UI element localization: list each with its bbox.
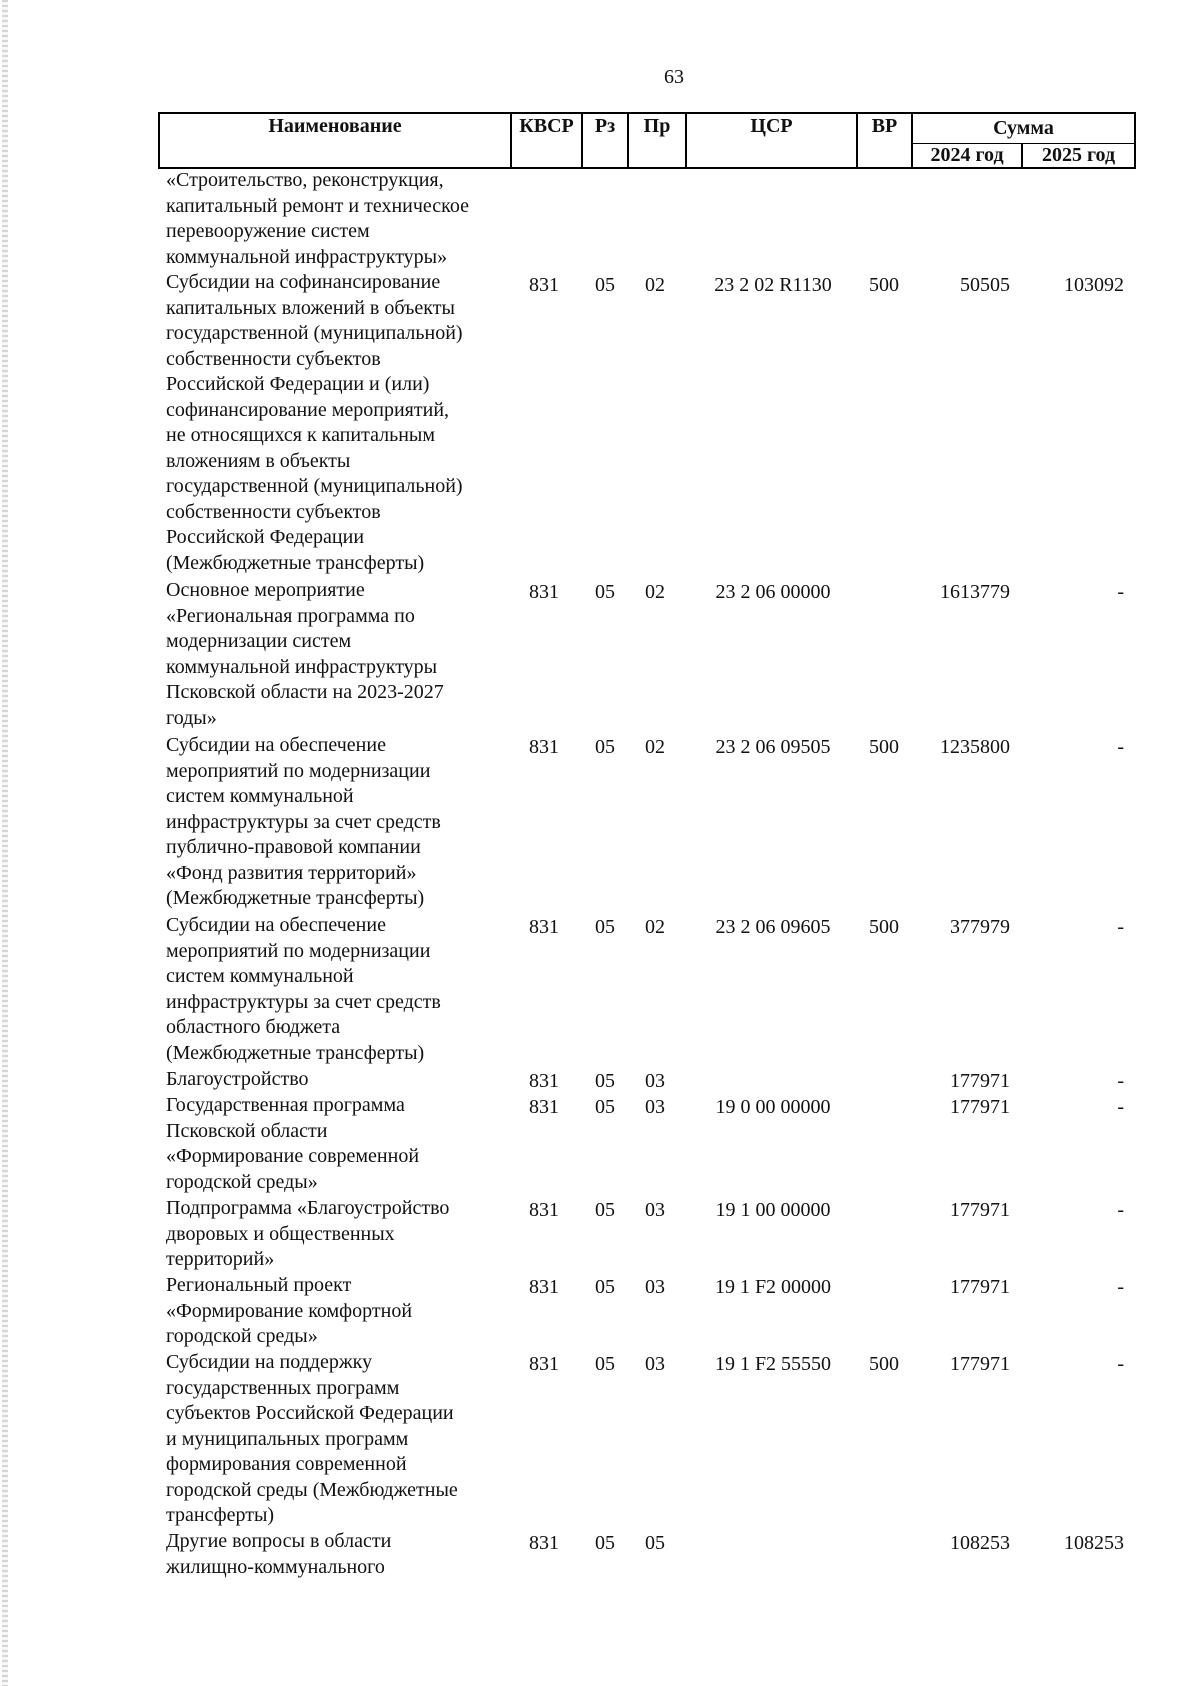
row-rz: 05 — [595, 1276, 615, 1298]
row-sum-2025: - — [1117, 1276, 1124, 1298]
row-pr: 02 — [645, 581, 665, 603]
row-sum-2025: 103092 — [1064, 274, 1124, 296]
row-csr: 19 0 00 00000 — [715, 1096, 831, 1118]
row-name: «Строительство, реконструкция, капитальный ремонт и техническое перевооружение систем коммунальной инфраструктуры» — [166, 169, 469, 268]
header-sum: Сумма — [993, 117, 1054, 139]
header-year-2024: 2024 год — [930, 144, 1004, 166]
header-pr: Пр — [643, 115, 671, 137]
row-pr: 03 — [645, 1070, 665, 1092]
row-name: Субсидии на поддержку государственных программ субъектов Российской Федерации и муниципальных программ формирования современной городской среды (Межбюджетные трансферты) — [166, 1351, 458, 1526]
row-rz: 05 — [595, 1070, 615, 1092]
row-rz: 05 — [595, 1532, 615, 1554]
row-sum-2024: 108253 — [950, 1532, 1010, 1554]
row-csr: 23 2 06 09505 — [715, 736, 831, 758]
row-kvsr: 831 — [529, 736, 559, 758]
row-sum-2024: 1235800 — [940, 736, 1010, 758]
scanned-page-edge — [2, 0, 8, 1686]
row-pr: 03 — [645, 1199, 665, 1221]
row-sum-2025: - — [1117, 1353, 1124, 1375]
row-csr: 19 1 F2 00000 — [714, 1276, 832, 1298]
row-sum-2024: 377979 — [950, 916, 1010, 938]
row-csr: 23 2 06 09605 — [715, 916, 831, 938]
row-sum-2024: 177971 — [950, 1070, 1010, 1092]
row-rz: 05 — [595, 581, 615, 603]
row-sum-2024: 177971 — [950, 1276, 1010, 1298]
row-sum-2025: - — [1117, 736, 1124, 758]
row-kvsr: 831 — [529, 1532, 559, 1554]
row-pr: 03 — [645, 1096, 665, 1118]
row-pr: 03 — [645, 1353, 665, 1375]
row-name: Субсидии на обеспечение мероприятий по модернизации систем коммунальной инфраструктуры за счет средств публично-правовой компании «Фонд развития территорий» (Межбюджетные трансферты) — [166, 734, 441, 909]
header-name: Наименование — [268, 115, 402, 137]
row-name: Подпрограмма «Благоустройство дворовых и общественных территорий» — [166, 1197, 450, 1270]
row-rz: 05 — [595, 1096, 615, 1118]
row-pr: 02 — [645, 274, 665, 296]
row-kvsr: 831 — [529, 1353, 559, 1375]
header-kvsr: КВСР — [519, 115, 574, 137]
row-sum-2024: 177971 — [950, 1096, 1010, 1118]
row-name: Основное мероприятие «Региональная программа по модернизации систем коммунальной инфраструктуры Псковской области на 2023-2027 годы» — [166, 579, 444, 729]
row-sum-2025: - — [1117, 1070, 1124, 1092]
row-sum-2025: - — [1117, 916, 1124, 938]
row-vr: 500 — [869, 916, 899, 938]
row-name: Государственная программа Псковской области «Формирование современной городской среды» — [166, 1094, 420, 1193]
row-kvsr: 831 — [529, 916, 559, 938]
row-kvsr: 831 — [529, 1096, 559, 1118]
row-rz: 05 — [595, 1353, 615, 1375]
header-year-2025: 2025 год — [1041, 144, 1116, 166]
row-pr: 05 — [645, 1532, 665, 1554]
row-csr: 19 1 F2 55550 — [714, 1353, 832, 1375]
row-pr: 02 — [645, 916, 665, 938]
row-sum-2024: 1613779 — [940, 581, 1010, 603]
row-csr: 19 1 00 00000 — [715, 1199, 831, 1221]
col-border-right — [1134, 112, 1136, 169]
row-kvsr: 831 — [529, 581, 559, 603]
row-sum-2024: 177971 — [950, 1353, 1010, 1375]
row-sum-2025: - — [1117, 581, 1124, 603]
row-sum-2025: - — [1117, 1199, 1124, 1221]
row-rz: 05 — [595, 274, 615, 296]
row-name: Субсидии на софинансирование капитальных вложений в объекты государственной (муниципальной) собственности субъектов Российской Федерации и (или) софинансирование мероприятий, не относящихся к капитальным вложениям в объекты государственной (муниципальной) собственности субъектов Российской Федерации (Межбюджетные трансферты) — [166, 271, 463, 574]
row-pr: 02 — [645, 736, 665, 758]
header-rz: Рз — [594, 115, 616, 137]
header-vr: ВР — [871, 115, 898, 137]
row-sum-2025: 108253 — [1064, 1532, 1124, 1554]
row-vr: 500 — [869, 736, 899, 758]
row-csr: 23 2 06 00000 — [715, 581, 831, 603]
row-rz: 05 — [595, 916, 615, 938]
row-name: Благоустройство — [166, 1068, 309, 1090]
row-rz: 05 — [595, 736, 615, 758]
row-kvsr: 831 — [529, 1276, 559, 1298]
row-kvsr: 831 — [529, 1199, 559, 1221]
row-sum-2024: 177971 — [950, 1199, 1010, 1221]
row-csr: 23 2 02 R1130 — [714, 274, 832, 296]
row-vr: 500 — [869, 274, 899, 296]
row-sum-2024: 50505 — [960, 274, 1010, 296]
row-name: Другие вопросы в области жилищно-коммунального — [166, 1530, 392, 1578]
row-vr: 500 — [869, 1353, 899, 1375]
row-rz: 05 — [595, 1199, 615, 1221]
header-csr: ЦСР — [750, 115, 793, 137]
row-sum-2025: - — [1117, 1096, 1124, 1118]
page-number: 63 — [664, 66, 684, 88]
row-kvsr: 831 — [529, 274, 559, 296]
row-pr: 03 — [645, 1276, 665, 1298]
row-kvsr: 831 — [529, 1070, 559, 1092]
header-top-border — [158, 112, 1136, 114]
row-name: Субсидии на обеспечение мероприятий по модернизации систем коммунальной инфраструктуры за счет средств областного бюджета (Межбюджетные трансферты) — [166, 914, 441, 1064]
row-name: Региональный проект «Формирование комфортной городской среды» — [166, 1274, 413, 1347]
